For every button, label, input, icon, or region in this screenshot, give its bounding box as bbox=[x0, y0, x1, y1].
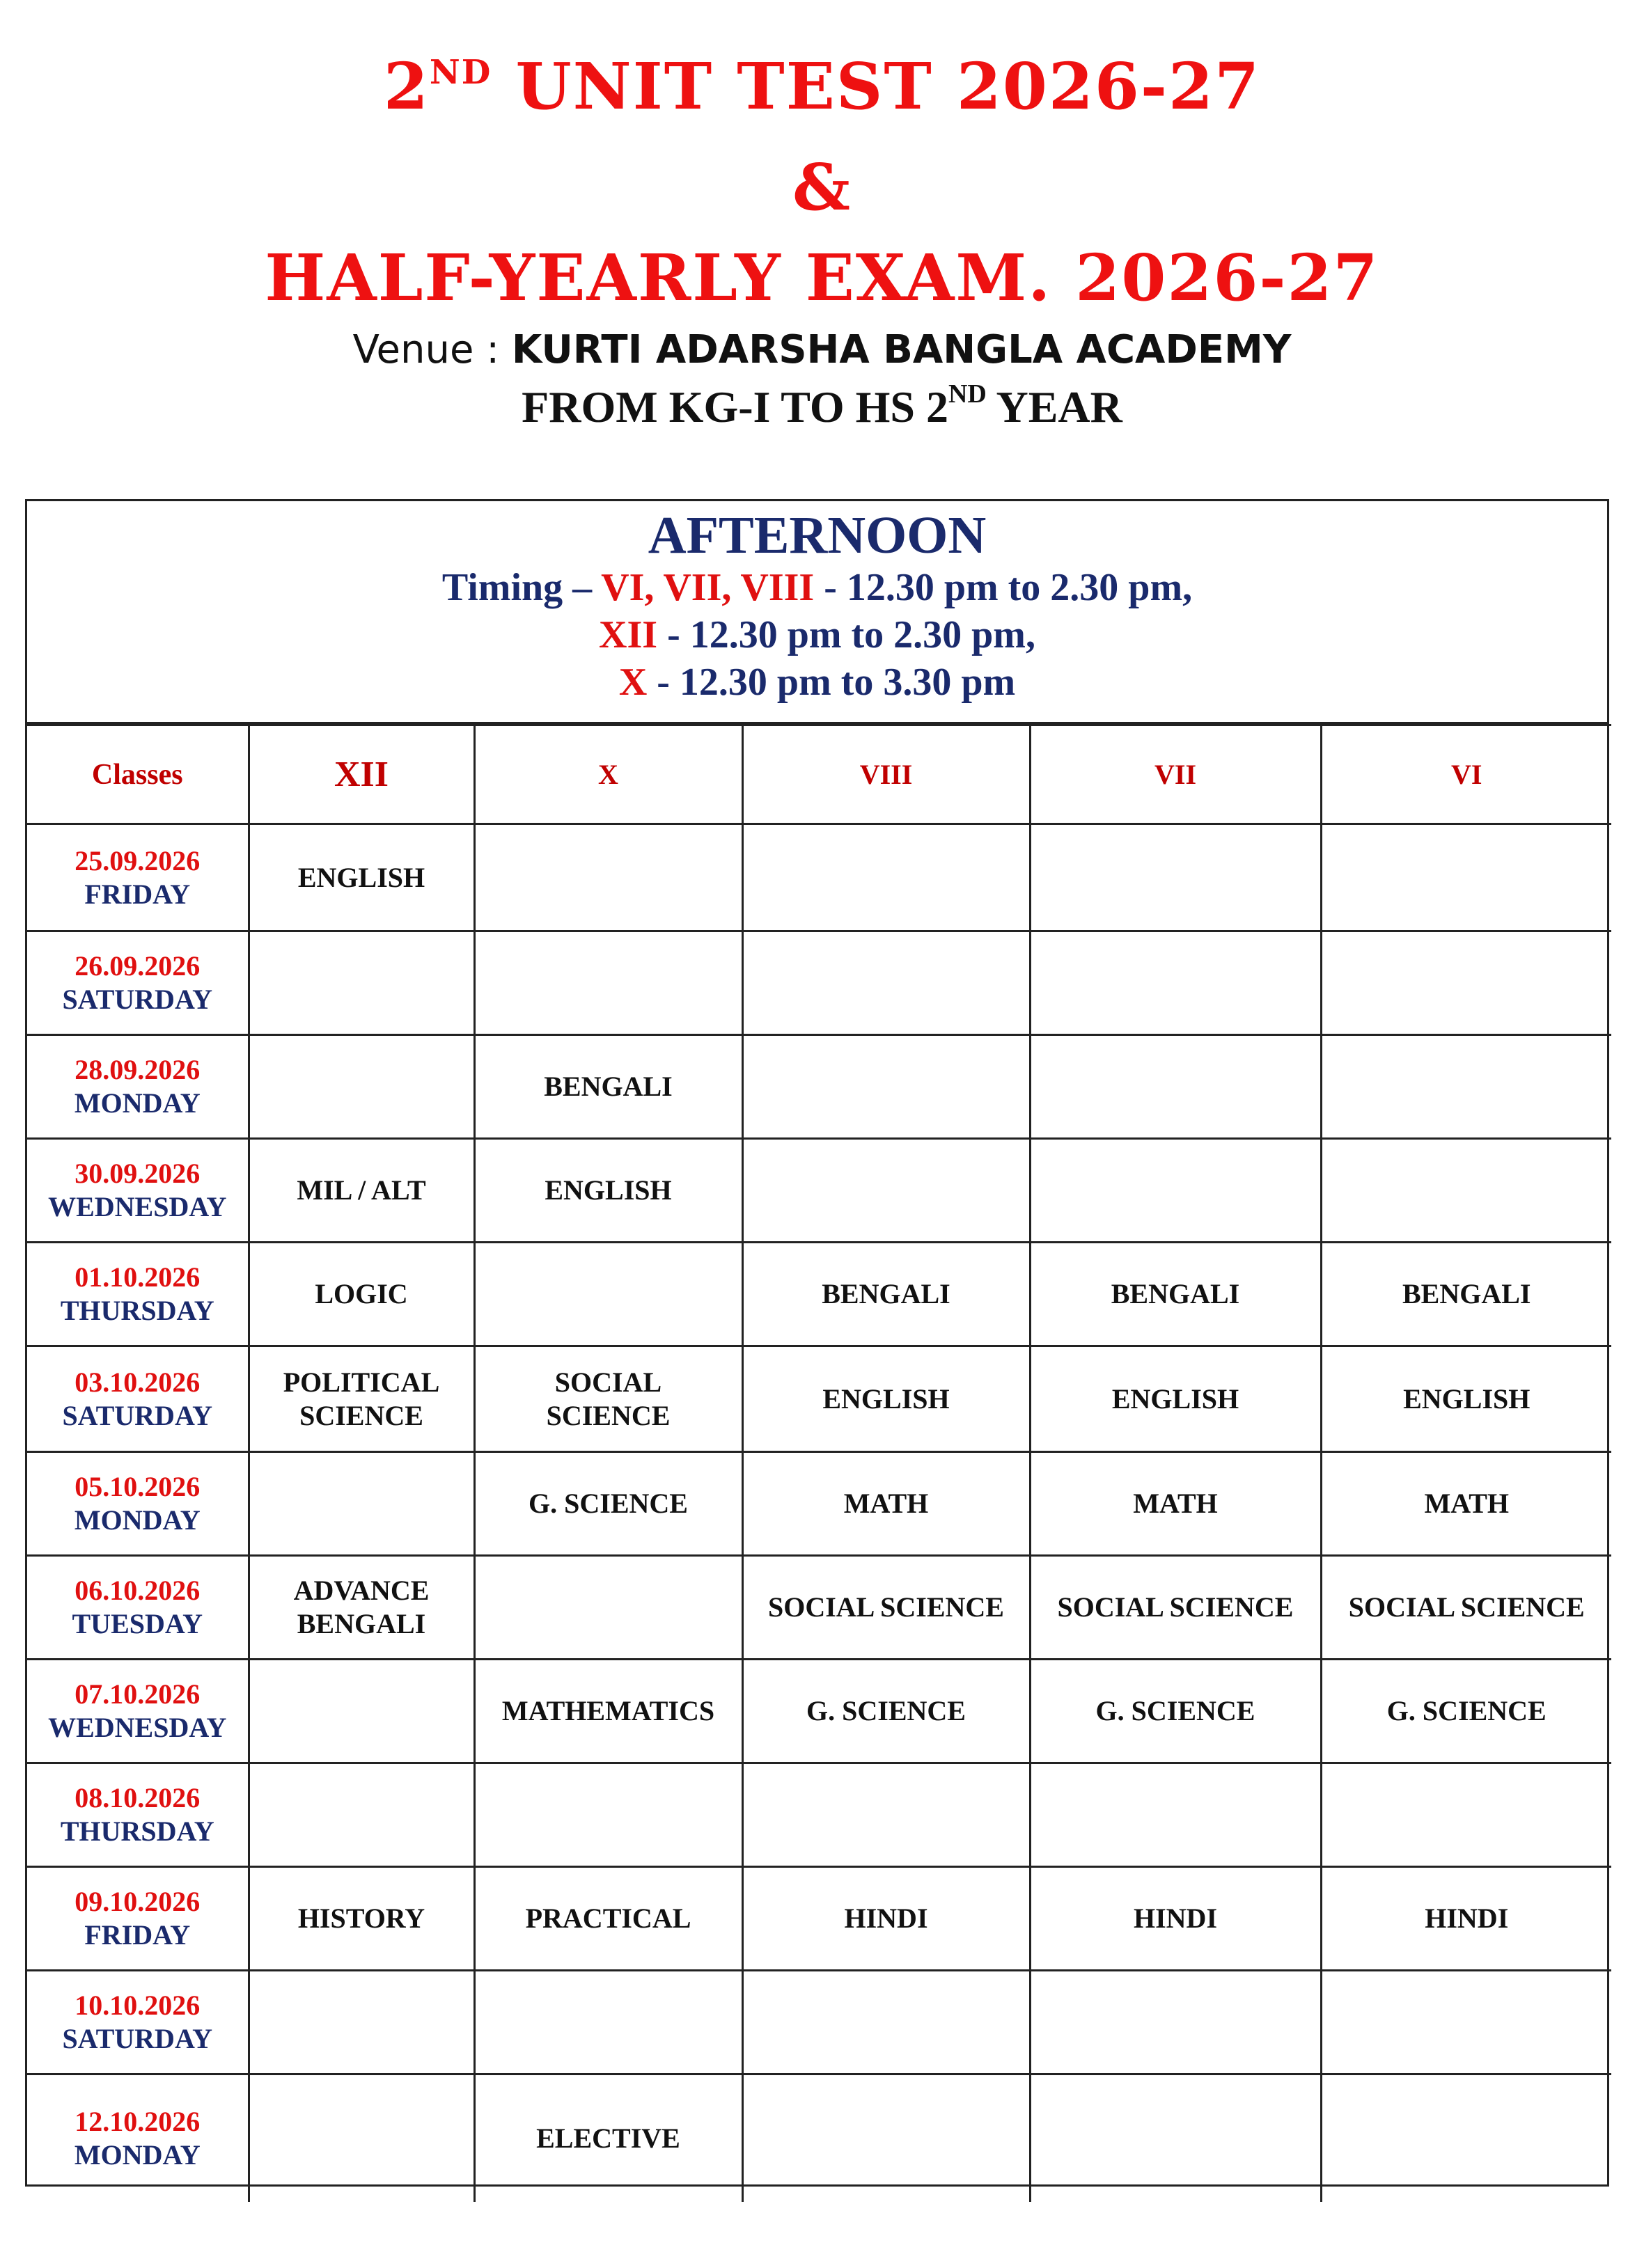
exam-day: SATURDAY bbox=[62, 2023, 213, 2054]
title-superscript: ND bbox=[429, 53, 492, 92]
exam-day: THURSDAY bbox=[60, 1816, 214, 1847]
subject-cell: BENGALI bbox=[742, 1243, 1030, 1346]
subject-cell: MATHEMATICS bbox=[474, 1660, 742, 1763]
title-ampersand: & bbox=[792, 150, 852, 225]
table-row bbox=[27, 2074, 1611, 2203]
exam-date: 07.10.2026 bbox=[75, 1678, 201, 1710]
subject-cell bbox=[742, 1139, 1030, 1243]
subject-cell bbox=[742, 824, 1030, 931]
table-row bbox=[27, 1346, 1611, 1452]
subject-cell bbox=[1030, 1971, 1321, 2074]
exam-date: 10.10.2026 bbox=[75, 1990, 201, 2021]
date-cell bbox=[27, 1556, 249, 1660]
subject-cell: MATH bbox=[1030, 1452, 1321, 1556]
session-header bbox=[27, 501, 1607, 724]
subject-cell: HINDI bbox=[1321, 1867, 1611, 1971]
date-cell bbox=[27, 1763, 249, 1867]
subject-cell bbox=[249, 1452, 474, 1556]
table-row bbox=[27, 1452, 1611, 1556]
subject-cell bbox=[249, 2074, 474, 2203]
column-header: VII bbox=[1030, 725, 1321, 824]
subject-cell bbox=[1030, 931, 1321, 1035]
column-header: VI bbox=[1321, 725, 1611, 824]
subject-cell: SOCIAL SCIENCE bbox=[474, 1346, 742, 1452]
subject-cell: SOCIAL SCIENCE bbox=[1030, 1556, 1321, 1660]
exam-day: WEDNESDAY bbox=[48, 1191, 227, 1222]
table-row bbox=[27, 1660, 1611, 1763]
subject-cell bbox=[1030, 1763, 1321, 1867]
subject-cell bbox=[249, 931, 474, 1035]
table-row bbox=[27, 1035, 1611, 1139]
venue-line bbox=[0, 327, 1644, 372]
exam-date: 28.09.2026 bbox=[75, 1054, 201, 1085]
exam-day: MONDAY bbox=[74, 2139, 201, 2171]
exam-day: SATURDAY bbox=[62, 984, 213, 1015]
subject-cell: POLITICAL SCIENCE bbox=[249, 1346, 474, 1452]
subject-cell: HINDI bbox=[1030, 1867, 1321, 1971]
table-row bbox=[27, 931, 1611, 1035]
subject-cell bbox=[1321, 1971, 1611, 2074]
subject-cell bbox=[1321, 931, 1611, 1035]
session-name: AFTERNOON bbox=[648, 506, 987, 565]
date-cell bbox=[27, 1452, 249, 1556]
subject-cell bbox=[474, 1971, 742, 2074]
subject-cell: MATH bbox=[1321, 1452, 1611, 1556]
date-cell bbox=[27, 1660, 249, 1763]
subject-cell: ENGLISH bbox=[1030, 1346, 1321, 1452]
subject-cell bbox=[1030, 824, 1321, 931]
class-range: FROM KG-I TO HS 2ND YEAR bbox=[522, 379, 1122, 432]
subject-cell bbox=[1030, 2074, 1321, 2203]
subject-cell: G. SCIENCE bbox=[474, 1452, 742, 1556]
subject-cell: BENGALI bbox=[1030, 1243, 1321, 1346]
table-row bbox=[27, 1763, 1611, 1867]
subject-cell bbox=[249, 1971, 474, 2074]
subject-cell: HISTORY bbox=[249, 1867, 474, 1971]
subject-cell bbox=[742, 1035, 1030, 1139]
subject-cell: SOCIAL SCIENCE bbox=[742, 1556, 1030, 1660]
exam-date: 12.10.2026 bbox=[75, 2106, 201, 2137]
subject-cell bbox=[1321, 1139, 1611, 1243]
exam-date: 03.10.2026 bbox=[75, 1366, 201, 1398]
subject-cell: ADVANCE BENGALI bbox=[249, 1556, 474, 1660]
subject-cell: BENGALI bbox=[1321, 1243, 1611, 1346]
subject-cell: G. SCIENCE bbox=[742, 1660, 1030, 1763]
date-cell bbox=[27, 1867, 249, 1971]
exam-date: 05.10.2026 bbox=[75, 1471, 201, 1502]
subject-cell bbox=[474, 824, 742, 931]
subject-cell: MIL / ALT bbox=[249, 1139, 474, 1243]
exam-date: 06.10.2026 bbox=[75, 1575, 201, 1606]
venue-name: KURTI ADARSHA BANGLA ACADEMY bbox=[511, 327, 1292, 372]
date-cell bbox=[27, 931, 249, 1035]
subject-cell: G. SCIENCE bbox=[1030, 1660, 1321, 1763]
exam-date: 08.10.2026 bbox=[75, 1782, 201, 1813]
subject-cell: BENGALI bbox=[474, 1035, 742, 1139]
subject-cell: ENGLISH bbox=[474, 1139, 742, 1243]
column-header: XII bbox=[249, 725, 474, 824]
date-cell bbox=[27, 1346, 249, 1452]
title-unit-test: 2ND UNIT TEST 2026-27 bbox=[383, 49, 1261, 124]
subject-cell: G. SCIENCE bbox=[1321, 1660, 1611, 1763]
table-row bbox=[27, 1139, 1611, 1243]
subject-cell: HINDI bbox=[742, 1867, 1030, 1971]
exam-day: TUESDAY bbox=[72, 1608, 203, 1639]
timing-line-3: X - 12.30 pm to 3.30 pm bbox=[618, 661, 1016, 704]
venue-label: Venue : bbox=[352, 327, 512, 372]
subject-cell bbox=[1321, 2074, 1611, 2203]
schedule-table bbox=[27, 724, 1611, 2202]
exam-date: 25.09.2026 bbox=[75, 844, 201, 876]
column-header: VIII bbox=[742, 725, 1030, 824]
subject-cell: ENGLISH bbox=[1321, 1346, 1611, 1452]
exam-day: THURSDAY bbox=[60, 1295, 214, 1326]
exam-date: 09.10.2026 bbox=[75, 1886, 201, 1917]
subject-cell bbox=[249, 1763, 474, 1867]
date-cell bbox=[27, 1243, 249, 1346]
subject-cell bbox=[249, 1660, 474, 1763]
subject-cell bbox=[1321, 824, 1611, 931]
subject-cell bbox=[742, 931, 1030, 1035]
subject-cell: MATH bbox=[742, 1452, 1030, 1556]
subject-cell: LOGIC bbox=[249, 1243, 474, 1346]
title-half-yearly: HALF-YEARLY EXAM. 2026-27 bbox=[265, 240, 1379, 315]
subject-cell bbox=[474, 931, 742, 1035]
date-cell bbox=[27, 1139, 249, 1243]
exam-day: FRIDAY bbox=[84, 878, 191, 910]
subject-cell bbox=[1030, 1139, 1321, 1243]
subject-cell: PRACTICAL bbox=[474, 1867, 742, 1971]
timing-line-1: Timing – VI, VII, VIII - 12.30 pm to 2.30 pm, bbox=[441, 566, 1193, 609]
subject-cell: SOCIAL SCIENCE bbox=[1321, 1556, 1611, 1660]
subject-cell bbox=[1030, 1035, 1321, 1139]
subject-cell bbox=[474, 1243, 742, 1346]
table-row bbox=[27, 1971, 1611, 2074]
table-row bbox=[27, 824, 1611, 931]
table-row bbox=[27, 1243, 1611, 1346]
subject-cell bbox=[1321, 1035, 1611, 1139]
header-row bbox=[27, 725, 1611, 824]
subject-cell bbox=[1321, 1763, 1611, 1867]
exam-day: MONDAY bbox=[74, 1504, 201, 1536]
subject-cell: ENGLISH bbox=[249, 824, 474, 931]
exam-day: WEDNESDAY bbox=[48, 1712, 227, 1743]
exam-day: MONDAY bbox=[74, 1087, 201, 1119]
subject-cell bbox=[742, 2074, 1030, 2203]
exam-day: FRIDAY bbox=[84, 1919, 191, 1951]
table-row bbox=[27, 1556, 1611, 1660]
timing-line-2: XII - 12.30 pm to 2.30 pm, bbox=[599, 613, 1035, 656]
date-cell bbox=[27, 2074, 249, 2203]
exam-date: 01.10.2026 bbox=[75, 1261, 201, 1293]
column-header: X bbox=[474, 725, 742, 824]
subject-cell bbox=[474, 1556, 742, 1660]
column-header: Classes bbox=[27, 725, 249, 824]
subject-cell: ENGLISH bbox=[742, 1346, 1030, 1452]
subject-cell bbox=[474, 1763, 742, 1867]
exam-date: 30.09.2026 bbox=[75, 1158, 201, 1189]
date-cell bbox=[27, 1035, 249, 1139]
date-cell bbox=[27, 1971, 249, 2074]
table-row bbox=[27, 1867, 1611, 1971]
subject-cell bbox=[742, 1763, 1030, 1867]
exam-day: SATURDAY bbox=[62, 1399, 213, 1431]
date-cell bbox=[27, 824, 249, 931]
range-superscript: ND bbox=[948, 379, 987, 409]
exam-date: 26.09.2026 bbox=[75, 950, 201, 982]
subject-cell bbox=[742, 1971, 1030, 2074]
subject-cell: ELECTIVE bbox=[474, 2074, 742, 2203]
exam-schedule-grid bbox=[25, 499, 1609, 2187]
subject-cell bbox=[249, 1035, 474, 1139]
